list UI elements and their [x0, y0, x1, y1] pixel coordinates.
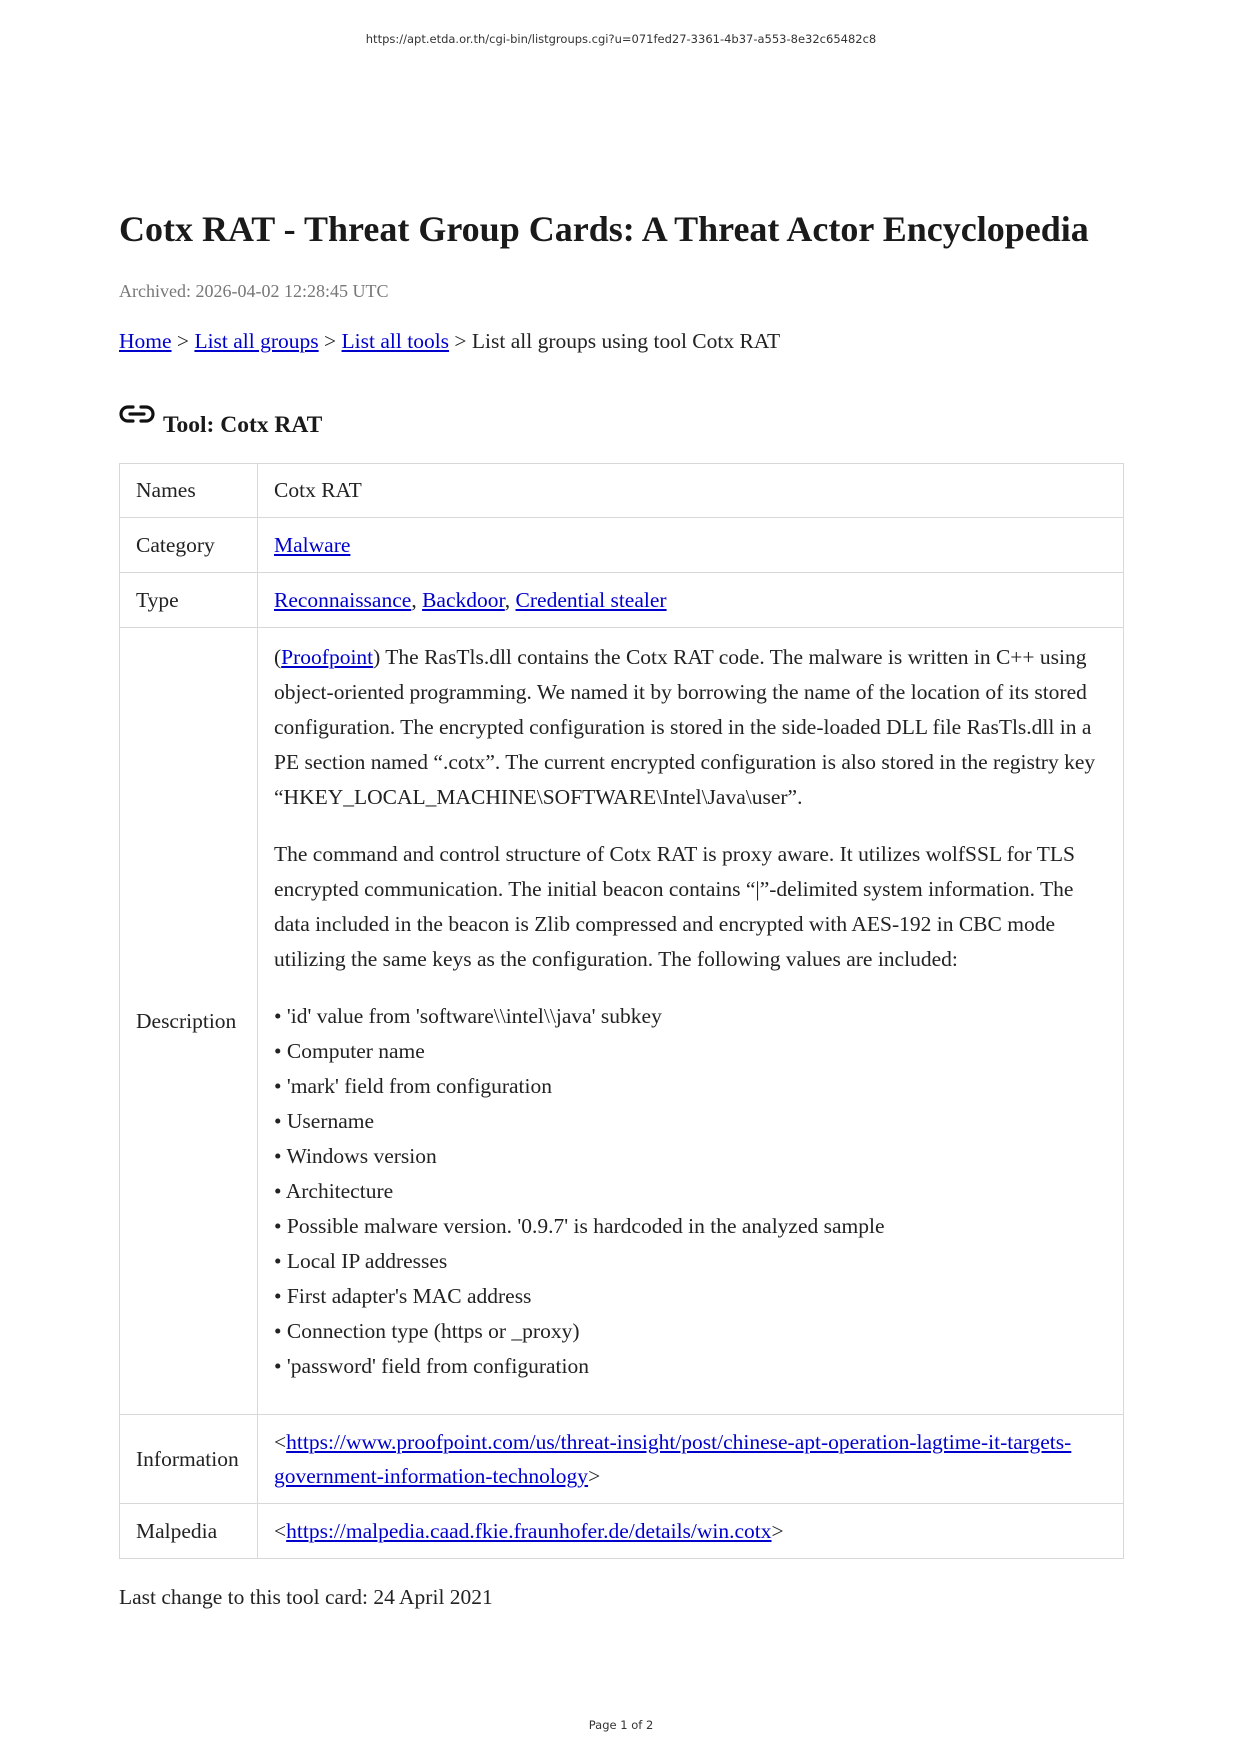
- information-link[interactable]: https://www.proofpoint.com/us/threat-insight/post/chinese-apt-operation-lagtime-it-targets-government-information-technology: [274, 1430, 1072, 1489]
- table-row: [120, 1415, 1124, 1504]
- breadcrumb-home-link[interactable]: Home: [119, 329, 172, 354]
- names-label: Names: [120, 464, 258, 518]
- link-icon: [119, 403, 155, 425]
- list-item: • Architecture: [274, 1179, 394, 1204]
- proofpoint-link[interactable]: Proofpoint: [281, 645, 374, 670]
- category-link[interactable]: Malware: [274, 532, 351, 557]
- page-url: https://apt.etda.or.th/cgi-bin/listgroups.cgi?u=071fed27-3361-4b37-a553-8e32c65482c8: [365, 32, 877, 46]
- list-item: • Connection type (https or _proxy): [274, 1319, 580, 1344]
- type-link-reconnaissance[interactable]: Reconnaissance: [274, 587, 412, 612]
- page-title: Cotx RAT - Threat Group Cards: A Threat Actor Encyclopedia: [119, 209, 1089, 249]
- description-paragraph: The command and control structure of Cotx RAT is proxy aware. It utilizes wolfSSL for TLS encrypted communication. The initial beacon contains “|”-delimited system information. The data included in the beacon is Zlib compressed and encrypted with AES-192 in CBC mode utilizing the same keys as the configuration. The following values are included:: [274, 842, 1075, 972]
- category-label: Category: [120, 518, 258, 573]
- page-number: Page 1 of 2: [588, 1718, 654, 1732]
- last-change-note: Last change to this tool card: 24 April 2021: [119, 1585, 493, 1610]
- information-label: Information: [120, 1415, 258, 1504]
- list-item: • Computer name: [274, 1039, 425, 1064]
- beacon-values-list: [274, 999, 1107, 1384]
- breadcrumb-current: > List all groups using tool Cotx RAT: [454, 329, 781, 354]
- type-cell: [258, 573, 1124, 628]
- description-paragraph: [274, 640, 1107, 815]
- list-item: • Possible malware version. '0.9.7' is hardcoded in the analyzed sample: [274, 1214, 885, 1239]
- list-item: • First adapter's MAC address: [274, 1284, 532, 1309]
- angle-close: >: [588, 1464, 601, 1489]
- breadcrumb-tools-link[interactable]: List all tools: [341, 329, 450, 354]
- type-link-credential-stealer[interactable]: Credential stealer: [515, 587, 667, 612]
- table-row: [120, 464, 1124, 518]
- list-item: • 'mark' field from configuration: [274, 1074, 552, 1099]
- description-text: ) The RasTls.dll contains the Cotx RAT code. The malware is written in C++ using object-oriented programming. We named it by borrowing the name of the location of its stored configuration. The encrypted configuration is stored in the side-loaded DLL file RasTls.dll in a PE section named “.cotx”. The current encrypted configuration is also stored in the registry key “HKEY_LOCAL_MACHINE\SOFTWARE\Intel\Java\user”.: [274, 645, 1096, 810]
- list-item: • 'id' value from 'software\\intel\\java' subkey: [274, 1004, 662, 1029]
- type-label: Type: [120, 573, 258, 628]
- description-label: Description: [120, 628, 258, 1415]
- breadcrumb: [119, 329, 1124, 354]
- malpedia-label: Malpedia: [120, 1504, 258, 1559]
- tool-title: Tool: Cotx RAT: [163, 411, 323, 438]
- paren-open: (: [274, 645, 282, 670]
- category-cell: [258, 518, 1124, 573]
- angle-open: <: [274, 1518, 287, 1543]
- names-value: Cotx RAT: [258, 464, 1124, 518]
- table-row: [120, 1504, 1124, 1559]
- breadcrumb-separator: >: [324, 329, 337, 354]
- list-item: • 'password' field from configuration: [274, 1354, 590, 1379]
- main-content: [119, 208, 1124, 1610]
- list-item: • Local IP addresses: [274, 1249, 448, 1274]
- type-separator: ,: [504, 587, 511, 612]
- malpedia-link[interactable]: https://malpedia.caad.fkie.fraunhofer.de/details/win.cotx: [286, 1518, 772, 1543]
- archived-timestamp: Archived: 2026-04-02 12:28:45 UTC: [119, 281, 389, 302]
- angle-close: >: [771, 1518, 784, 1543]
- description-cell: [258, 628, 1124, 1415]
- tool-card-table: [119, 463, 1124, 1559]
- table-row: [120, 573, 1124, 628]
- angle-open: <: [274, 1430, 287, 1455]
- list-item: • Windows version: [274, 1144, 437, 1169]
- breadcrumb-groups-link[interactable]: List all groups: [194, 329, 319, 354]
- malpedia-cell: [258, 1504, 1124, 1559]
- information-cell: [258, 1415, 1124, 1504]
- list-item: • Username: [274, 1109, 375, 1134]
- table-row: [120, 628, 1124, 1415]
- table-row: [120, 518, 1124, 573]
- breadcrumb-separator: >: [176, 329, 190, 354]
- type-separator: ,: [411, 587, 417, 612]
- tool-heading: [119, 399, 1124, 439]
- type-link-backdoor[interactable]: Backdoor: [422, 587, 505, 612]
